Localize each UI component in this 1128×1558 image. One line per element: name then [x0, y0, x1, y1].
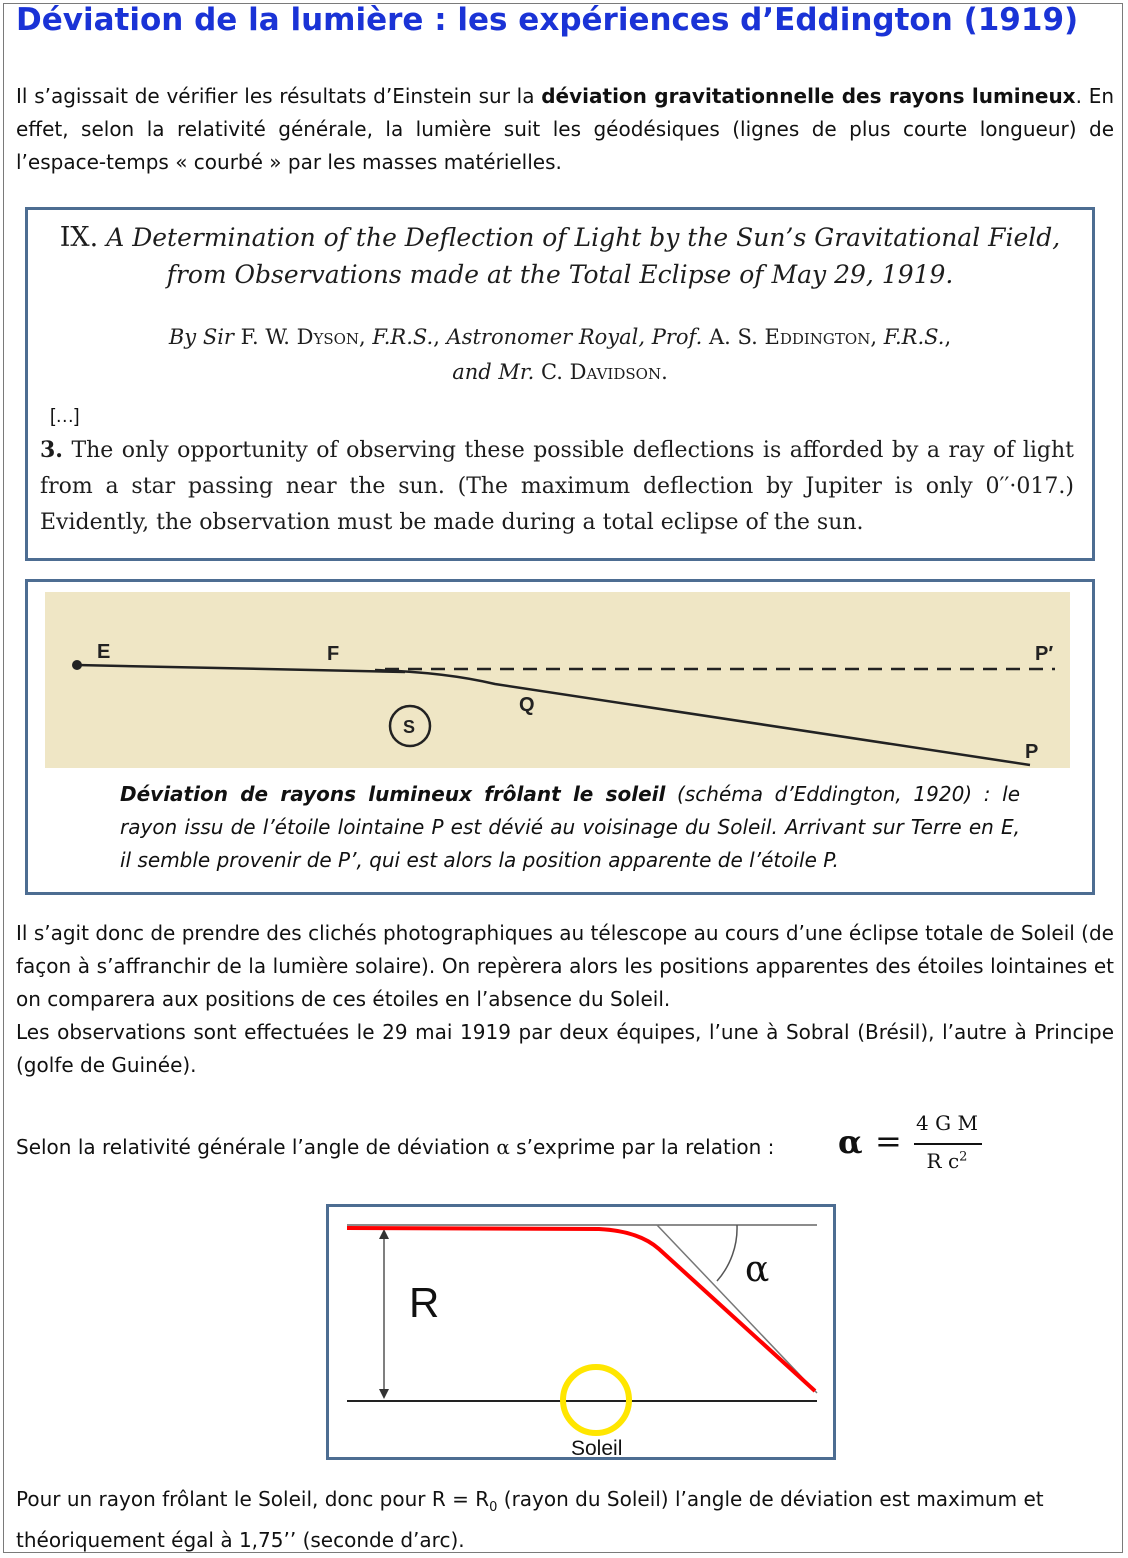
intro-paragraph: [16, 80, 1114, 179]
intro-bold-phrase: déviation gravitationnelle des rayons lumineux: [541, 84, 1076, 108]
and-mr: and Mr.: [452, 360, 535, 384]
r-arrow-top: [379, 1229, 389, 1239]
excerpt-body: The only opportunity of observing these possible deflections is afforded by a ray of light from a star passing near the sun. (The maximum deflection by Jupiter is only 0′′·017.) Evidently, the observation must be made during a total eclipse of the sun.: [40, 438, 1074, 535]
label-q: Q: [519, 694, 535, 716]
formula-numerator: 4 G M: [916, 1111, 978, 1135]
label-p-prime: P′: [1035, 643, 1054, 665]
page-title: Déviation de la lumière : les expériences d’Eddington (1919): [16, 2, 1079, 38]
conclusion-start: Pour un rayon frôlant le Soleil, donc pour R = R: [16, 1487, 490, 1511]
r-label: R: [409, 1279, 440, 1326]
paper-number: IX.: [59, 222, 99, 253]
paragraph-number: 3.: [40, 437, 63, 463]
caption-rest: (schéma d’Eddington, 1920) : le rayon issu de l’étoile lointaine P est dévié au voisinage du Soleil. Arrivant sur Terre en E, il semble provenir de P’, qui est alors la position apparente de l’étoile P.: [120, 782, 1020, 872]
label-s: S: [403, 717, 416, 737]
paper-authors-line2: [28, 355, 1092, 389]
true-ray-path: [375, 670, 1030, 765]
eddington-name: Eddington: [764, 325, 871, 349]
dyson-frs: F.R.S.: [372, 325, 434, 349]
observed-ray-line: [77, 665, 405, 672]
deflection-angle-diagram: [329, 1207, 833, 1457]
alpha-arc: [717, 1225, 737, 1281]
label-p: P: [1025, 741, 1039, 763]
r0-subscript: 0: [489, 1500, 498, 1515]
denominator-exponent: 2: [959, 1149, 968, 1165]
ellipsis-mark: […]: [50, 406, 80, 427]
paper-authors-line1: By Sir F. W. Dyson, F.R.S., Astronomer Royal, Prof. A. S. Eddington, F.R.S.,: [168, 325, 952, 349]
eddington-frs: F.R.S.: [883, 325, 945, 349]
conclusion-paragraph: [16, 1483, 1114, 1557]
davidson-initials: C.: [540, 360, 563, 384]
label-f: F: [327, 643, 340, 665]
dyson-initials: F. W.: [240, 325, 290, 349]
sir-word: Sir: [202, 325, 234, 349]
davidson-name: Davidson.: [569, 360, 668, 384]
method-paragraph: Il s’agit donc de prendre des clichés photographiques au télescope au cours d’une éclipse totale de Soleil (de façon à s’affranchir de la lumière solaire). On repèrera alors les positions apparentes des étoiles lointaines et on comparera aux positions de ces étoiles en l’absence du Soleil.: [16, 921, 1114, 1011]
r-arrow-bottom: [379, 1389, 389, 1399]
alpha-inline: α: [496, 1135, 510, 1159]
dyson-name: Dyson: [296, 325, 360, 349]
astronomer-royal: Astronomer Royal,: [446, 325, 646, 349]
figure1-box: [25, 579, 1095, 895]
eddington-deflection-sketch: [45, 592, 1070, 768]
by-word: By: [168, 325, 197, 349]
conclusion-end: (rayon du Soleil) l’angle de déviation est maximum et théoriquement égal à 1,75’’ (seconde d’arc).: [16, 1487, 1044, 1552]
formula-equals: =: [875, 1122, 902, 1160]
paper-title-line1: [28, 219, 1092, 256]
paper-excerpt-text: [40, 432, 1074, 541]
asymptote-line: [657, 1225, 817, 1393]
label-e: E: [97, 641, 111, 663]
formula-lead: Selon la relativité générale l’angle de déviation: [16, 1135, 497, 1159]
intro-text-start: Il s’agissait de vérifier les résultats d’Einstein sur la: [16, 84, 542, 108]
formula-alpha: α: [838, 1123, 863, 1161]
formula-lead-end: s’exprime par la relation :: [509, 1135, 775, 1159]
caption-bold: Déviation de rayons lumineux frôlant le soleil: [120, 782, 666, 806]
formula-denominator: [912, 1149, 982, 1173]
paper-title-line2: [28, 256, 1092, 293]
alpha-label: α: [745, 1249, 770, 1290]
paper-title-part2a: from Observations made at the Total Eclipse of: [166, 260, 764, 289]
figure2-box: [326, 1204, 836, 1460]
sun-label: Soleil: [571, 1437, 623, 1457]
eddington-initials: A. S.: [708, 325, 758, 349]
paper-excerpt-box: [25, 207, 1095, 561]
observations-paragraph: Les observations sont effectuées le 29 mai 1919 par deux équipes, l’une à Sobral (Brésil), l’autre à Principe (golfe de Guinée).: [16, 1020, 1114, 1077]
fraction-bar: [914, 1143, 982, 1145]
denominator-base: R c: [926, 1149, 960, 1173]
formula-intro: [16, 1131, 836, 1164]
figure1-caption: [120, 778, 1020, 877]
paper-title-part1: A Determination of the Deflection of Light by the Sun’s Gravitational Field,: [106, 223, 1061, 252]
intro-text-end: . En effet, selon la relativité générale, la lumière suit les géodésiques (lignes de plus courte longueur) de l’espace-temps « courbé » par les masses matérielles.: [16, 84, 1115, 174]
paper-title-part2b: May 29, 1919.: [771, 260, 954, 289]
prof-word: Prof.: [651, 325, 703, 349]
